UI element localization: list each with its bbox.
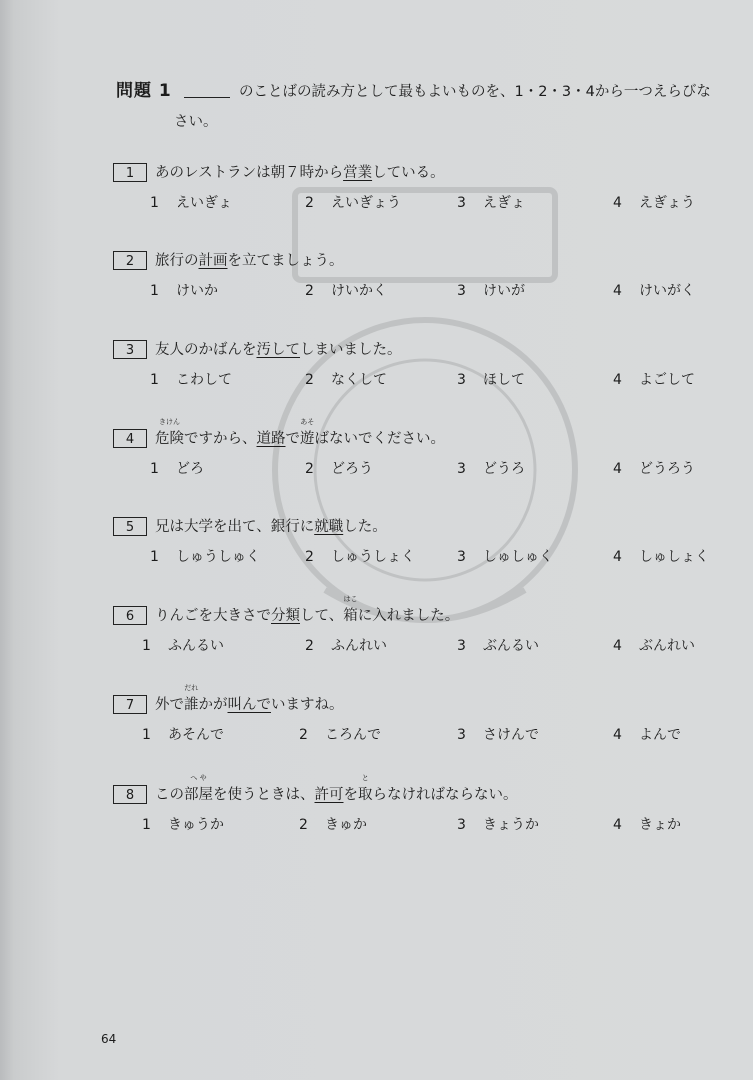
instruction-text: のことばの読み方として最もよいものを、1・2・3・4から一つえらびな (238, 84, 711, 100)
sentence-text: 兄は大学を出て、銀行に (155, 519, 315, 535)
answer-option-3[interactable]: 3 さけんで (457, 727, 539, 743)
blank-underline (184, 81, 230, 98)
answer-options (113, 635, 713, 659)
answer-option-1[interactable]: 1 しゅうしゅく (150, 549, 260, 565)
sentence-text: らなければならない。 (372, 787, 518, 803)
question-number: 5 (113, 517, 147, 536)
question-sentence (113, 514, 713, 536)
answer-options (113, 192, 713, 216)
ruby-word: と 取 (358, 774, 373, 803)
answer-option-4[interactable]: 4 けいがく (613, 283, 695, 299)
answer-options (113, 458, 713, 482)
answer-option-1[interactable]: 1 きゅうか (142, 817, 224, 833)
sentence-text: しまいました。 (300, 342, 402, 358)
answer-option-2[interactable]: 2 けいかく (305, 283, 387, 299)
underlined-word: 汚して (256, 342, 300, 358)
question-sentence (113, 774, 713, 804)
answer-option-4[interactable]: 4 しゅしょく (613, 549, 709, 565)
answer-option-4[interactable]: 4 どうろう (613, 461, 695, 477)
sentence-text: した。 (343, 519, 387, 535)
answer-options (113, 724, 713, 748)
section-instruction (116, 76, 736, 137)
underlined-word: 道路 (256, 431, 286, 447)
furigana: あそ (300, 418, 315, 426)
furigana: はこ (343, 595, 358, 603)
sentence-text: 友人のかばんを (155, 342, 257, 358)
answer-option-4[interactable]: 4 よごして (613, 372, 695, 388)
furigana: へ や (190, 774, 207, 782)
answer-option-3[interactable]: 3 きょうか (457, 817, 539, 833)
answer-option-4[interactable]: 4 きょか (613, 817, 681, 833)
answer-options (113, 546, 713, 570)
sentence-text: この (155, 787, 184, 803)
question-number: 1 (113, 163, 147, 182)
ruby-word: きけん 危険 (155, 418, 184, 447)
sentence-text: を立てましょう。 (227, 253, 344, 269)
answer-option-1[interactable]: 1 ふんるい (142, 638, 224, 654)
question-sentence (113, 337, 713, 359)
question-sentence (113, 248, 713, 270)
answer-option-1[interactable]: 1 あそんで (142, 727, 224, 743)
question-4 (113, 418, 713, 482)
question-8 (113, 774, 713, 838)
question-number: 6 (113, 606, 147, 625)
answer-option-3[interactable]: 3 ぶんるい (457, 638, 539, 654)
question-3 (113, 337, 713, 393)
sentence-text: で (285, 431, 300, 447)
answer-option-2[interactable]: 2 どろう (305, 461, 373, 477)
question-sentence (113, 418, 713, 448)
page-number: 64 (101, 1032, 117, 1046)
underlined-word: 就職 (314, 519, 344, 535)
question-sentence (113, 595, 713, 625)
answer-option-4[interactable]: 4 よんで (613, 727, 681, 743)
answer-option-4[interactable]: 4 えぎょう (613, 195, 695, 211)
answer-options (113, 369, 713, 393)
answer-option-2[interactable]: 2 きゅか (299, 817, 367, 833)
watermark-stamp (255, 150, 595, 670)
sentence-text: を使うときは、 (213, 787, 315, 803)
question-6 (113, 595, 713, 659)
underlined-word: 計画 (198, 253, 228, 269)
question-sentence (113, 160, 713, 182)
answer-option-3[interactable]: 3 しゅしゅく (457, 549, 553, 565)
instruction-text-continued: さい。 (174, 114, 218, 130)
sentence-text: ですから、 (184, 431, 257, 447)
question-5 (113, 514, 713, 570)
sentence-text: 旅行の (155, 253, 199, 269)
answer-option-1[interactable]: 1 えいぎょ (150, 195, 232, 211)
furigana: だれ (184, 684, 199, 692)
ruby-word: あそ 遊 (300, 418, 315, 447)
underlined-word: 許可 (314, 787, 344, 803)
ruby-word: はこ 箱 (343, 595, 358, 624)
sentence-text: を (343, 787, 358, 803)
sentence-text: あのレストランは朝７時から (155, 165, 344, 181)
sentence-text: りんごを大きさで (155, 608, 271, 624)
sentence-text: に入れました。 (357, 608, 460, 624)
question-2 (113, 248, 713, 304)
ruby-word: へ や 部屋 (184, 774, 213, 803)
furigana: きけん (159, 418, 180, 426)
question-number: 2 (113, 251, 147, 270)
sentence-text: して、 (300, 608, 344, 624)
question-number: 4 (113, 429, 147, 448)
sentence-text: かが (198, 697, 228, 713)
question-number: 7 (113, 695, 147, 714)
question-number: 8 (113, 785, 147, 804)
sentence-text: ばないでください。 (314, 431, 445, 447)
question-number: 3 (113, 340, 147, 359)
section-label: 問題 1 (116, 81, 172, 101)
ruby-word: だれ 誰 (184, 684, 199, 713)
answer-option-3[interactable]: 3 ほして (457, 372, 525, 388)
answer-option-2[interactable]: 2 ころんで (299, 727, 381, 743)
question-7 (113, 684, 713, 748)
answer-option-1[interactable]: 1 どろ (150, 461, 204, 477)
answer-options (113, 280, 713, 304)
answer-option-1[interactable]: 1 けいか (150, 283, 218, 299)
answer-option-4[interactable]: 4 ぶんれい (613, 638, 695, 654)
answer-option-2[interactable]: 2 ふんれい (305, 638, 387, 654)
underlined-word: 分類 (271, 608, 300, 624)
answer-option-3[interactable]: 3 けいが (457, 283, 525, 299)
furigana: と (361, 774, 369, 782)
sentence-text: いますね。 (271, 697, 344, 713)
sentence-text: している。 (372, 165, 445, 181)
answer-option-2[interactable]: 2 えいぎょう (305, 195, 401, 211)
question-1 (113, 160, 713, 216)
underlined-word: 叫んで (227, 697, 271, 713)
question-sentence (113, 684, 713, 714)
answer-option-3[interactable]: 3 えぎょ (457, 195, 525, 211)
answer-option-2[interactable]: 2 しゅうしょく (305, 549, 415, 565)
underlined-word: 営業 (343, 165, 373, 181)
answer-option-1[interactable]: 1 こわして (150, 372, 232, 388)
sentence-text: 外で (155, 697, 184, 713)
answer-options (113, 814, 713, 838)
answer-option-3[interactable]: 3 どうろ (457, 461, 525, 477)
answer-option-2[interactable]: 2 なくして (305, 372, 387, 388)
